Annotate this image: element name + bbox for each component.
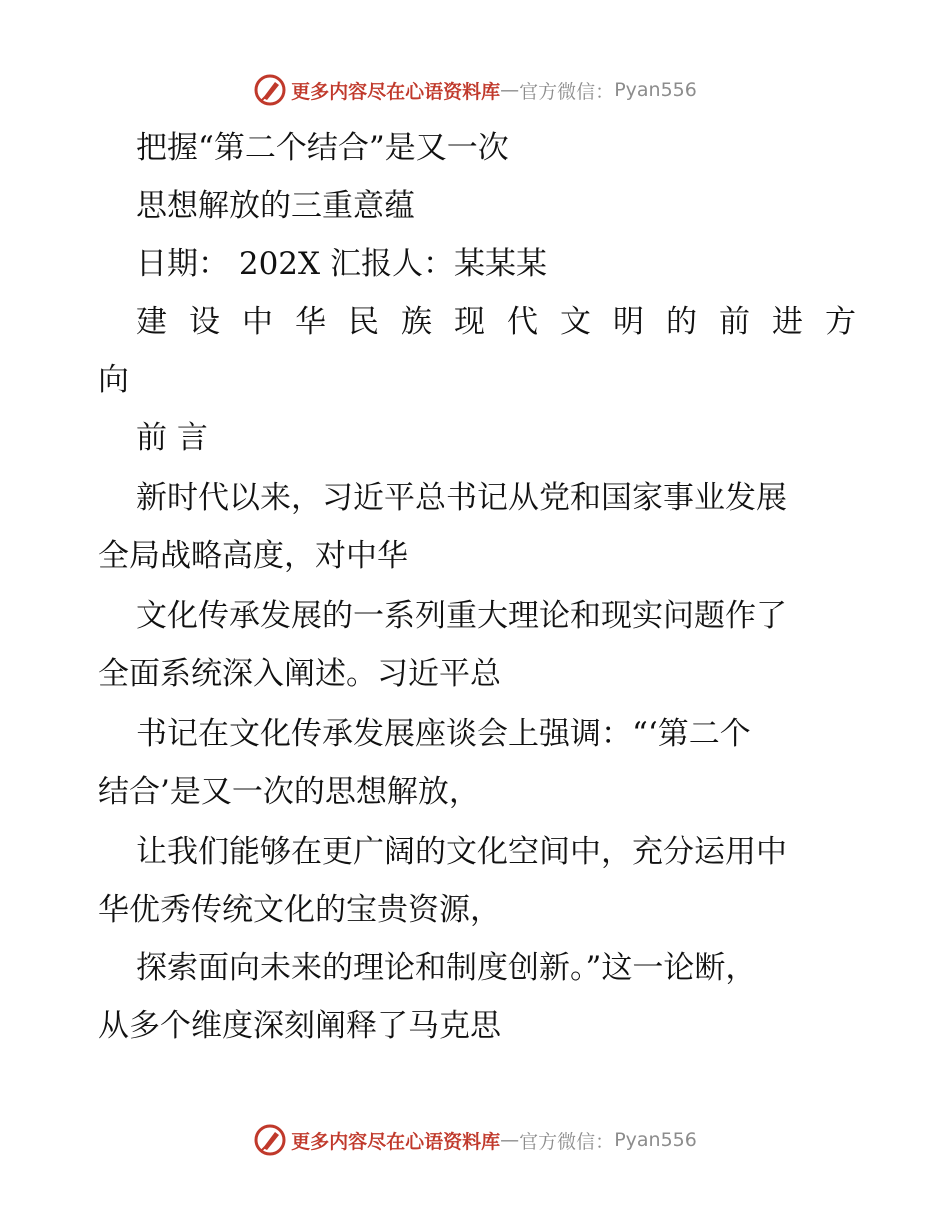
body-line: 华优秀传统文化的宝贵资源， xyxy=(98,892,501,928)
quill-pen-logo-icon xyxy=(253,73,287,107)
quill-pen-logo-icon xyxy=(253,1123,287,1157)
body-line: 让我们能够在更广阔的文化空间中，充分运用中 xyxy=(136,834,787,870)
title-line-1: 把握“第二个结合”是又一次 xyxy=(136,130,509,166)
body-line: 书记在文化传承发展座谈会上强调：“‘第二个 xyxy=(136,716,751,752)
title-line-2: 思想解放的三重意蕴 xyxy=(136,188,415,224)
watermark-separator: — xyxy=(500,79,520,101)
subtitle-line-2: 向 xyxy=(98,362,129,398)
body-line: 从多个维度深刻阐释了马克思 xyxy=(98,1008,501,1044)
watermark-wechat-label: 官方微信： xyxy=(519,1130,615,1153)
date-reporter-line: 日期： 202X 汇报人：某某某 xyxy=(136,246,547,282)
subtitle-line-1: 建设中华民族现代文明的前进方 xyxy=(136,304,878,340)
watermark-separator: — xyxy=(500,1129,520,1151)
watermark-brand-text: 更多内容尽在心语资料库 xyxy=(291,80,501,103)
watermark-wechat-id: Pyan556 xyxy=(614,1129,697,1151)
watermark-wechat-label: 官方微信： xyxy=(519,80,615,103)
footer-watermark xyxy=(0,1120,950,1160)
preface-heading: 前 言 xyxy=(136,420,208,456)
body-line: 全面系统深入阐述。习近平总 xyxy=(98,656,501,692)
header-watermark xyxy=(0,70,950,110)
body-line: 新时代以来，习近平总书记从党和国家事业发展 xyxy=(136,480,787,516)
body-line: 文化传承发展的一系列重大理论和现实问题作了 xyxy=(136,598,787,634)
watermark-wechat-id: Pyan556 xyxy=(614,79,697,101)
body-line: 探索面向未来的理论和制度创新。”这一论断， xyxy=(136,950,757,986)
body-line: 结合’是又一次的思想解放， xyxy=(98,774,480,810)
watermark-brand-text: 更多内容尽在心语资料库 xyxy=(291,1130,501,1153)
body-line: 全局战略高度，对中华 xyxy=(98,538,408,574)
